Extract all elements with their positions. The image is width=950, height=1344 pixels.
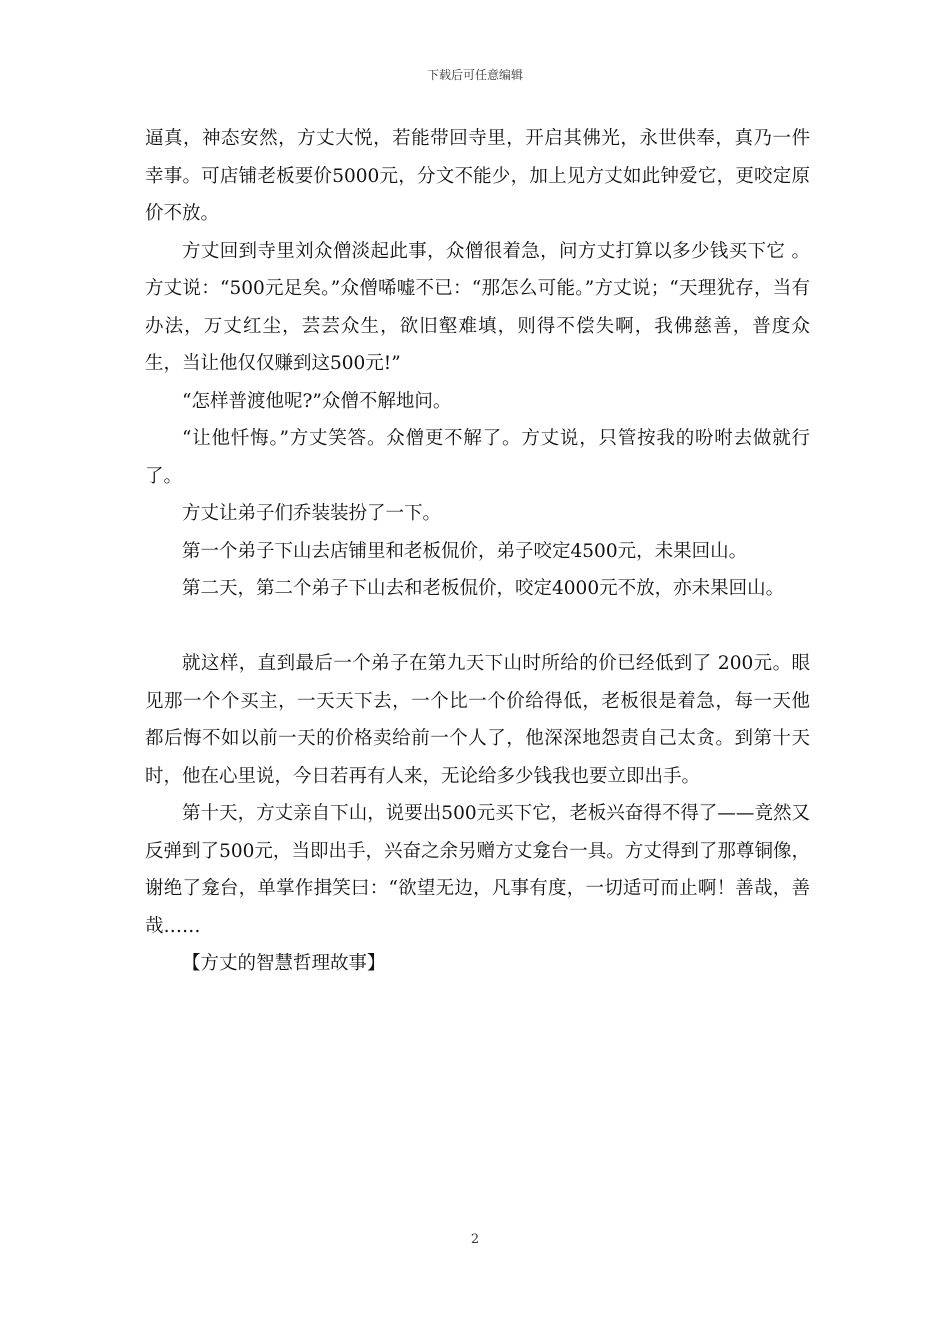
paragraph-5: 方丈让弟子们乔装装扮了一下。 — [182, 503, 442, 524]
blank-line — [145, 608, 810, 646]
paragraph-2: 方丈回到寺里刘众僧淡起此事，众僧很着急，问方丈打算以多少钱买下它 。方丈说：“500元足矣。”众僧唏嘘不已：“那怎么可能。”方丈说；“天理犹存，当有办法，万丈红尘，芸芸众生，欲旧壑难填，则得不偿失啊，我佛慈善，普度众生，当让他仅仅赚到这500元!” — [145, 240, 810, 374]
page-footer — [0, 1232, 950, 1247]
page-number: 2 — [470, 1232, 480, 1247]
header-text: 下载后可任意编辑 — [426, 68, 523, 82]
paragraph-6: 第一个弟子下山去店铺里和老板侃价，弟子咬定4500元，未果回山。 — [182, 540, 748, 562]
page-header — [0, 66, 950, 83]
paragraph-4: “让他忏悔。”方丈笑答。众僧更不解了。方丈说，只管按我的吩咐去做就行了。 — [145, 428, 810, 487]
paragraph-3: “怎样普渡他呢?”众僧不解地问。 — [182, 390, 452, 412]
paragraph-9: 第十天，方丈亲自下山，说要出500元买下它，老板兴奋得不得了——竟然又反弹到了500元，当即出手，兴奋之余另赠方丈龛台一具。方丈得到了那尊铜像，谢绝了龛台，单掌作揖笑曰：“欲望无边，凡事有度，一切适可而止啊！善哉，善哉…… — [145, 803, 810, 937]
paragraph-10: 【方丈的智慧哲理故事】 — [182, 953, 386, 974]
document-body — [145, 120, 810, 983]
paragraph-8: 就这样，直到最后一个弟子在第九天下山时所给的价已经低到了 200元。眼见那一个个买主，一天天下去，一个比一个价给得低，老板很是着急，每一天他都后悔不如以前一天的价格卖给前一个人了，他深深地怨责自己太贪。到第十天时，他在心里说，今日若再有人来，无论给多少钱我也要立即出手。 — [145, 653, 810, 787]
paragraph-1: 逼真，神态安然，方丈大悦，若能带回寺里，开启其佛光，永世供奉，真乃一件幸事。可店铺老板要价5000元，分文不能少，加上见方丈如此钟爱它，更咬定原价不放。 — [145, 128, 810, 224]
paragraph-7: 第二天，第二个弟子下山去和老板侃价，咬定4000元不放，亦未果回山。 — [182, 578, 785, 599]
